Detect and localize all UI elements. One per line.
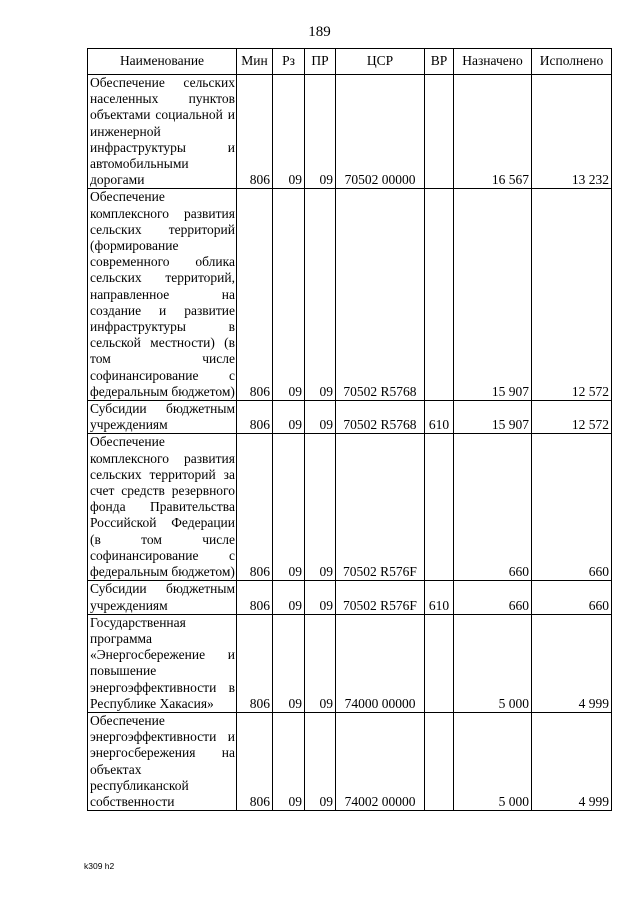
row-executed: 4 999	[532, 614, 612, 712]
page-number: 189	[308, 24, 331, 40]
row-assigned: 5 000	[454, 712, 532, 810]
row-vr	[425, 75, 454, 189]
row-name: Субсидии бюджетным учреждениям	[88, 581, 237, 614]
row-executed: 660	[532, 434, 612, 581]
row-rz: 09	[273, 614, 305, 712]
row-pr: 09	[305, 614, 336, 712]
row-csr: 70502 R576F	[336, 434, 425, 581]
row-csr: 70502 R5768	[336, 189, 425, 401]
table-row	[88, 189, 612, 401]
row-pr: 09	[305, 434, 336, 581]
row-csr: 70502 R5768	[336, 401, 425, 434]
row-min: 806	[237, 189, 273, 401]
row-name: Государственная программа «Энергосбережение и повышение энергоэффективности в Республике Хакасия»	[88, 614, 237, 712]
header-rz: Рз	[273, 49, 305, 75]
row-rz: 09	[273, 401, 305, 434]
row-min: 806	[237, 581, 273, 614]
row-executed: 12 572	[532, 189, 612, 401]
row-min: 806	[237, 434, 273, 581]
table-row	[88, 401, 612, 434]
row-rz: 09	[273, 712, 305, 810]
row-min: 806	[237, 712, 273, 810]
row-name: Обеспечение комплексного развития сельских территорий (формирование современного облика сельских территорий, направленное на создание и развитие инфраструктуры в сельской местности) (в том числе софинансирование с федеральным бюджетом)	[88, 189, 237, 401]
row-csr: 74002 00000	[336, 712, 425, 810]
table-row	[88, 614, 612, 712]
header-csr: ЦСР	[336, 49, 425, 75]
row-executed: 12 572	[532, 401, 612, 434]
row-assigned: 15 907	[454, 189, 532, 401]
row-assigned: 15 907	[454, 401, 532, 434]
row-rz: 09	[273, 189, 305, 401]
row-executed: 13 232	[532, 75, 612, 189]
row-name: Обеспечение комплексного развития сельских территорий за счет средств резервного фонда Правительства Российской Федерации (в том числе софинансирование с федеральным бюджетом)	[88, 434, 237, 581]
row-pr: 09	[305, 75, 336, 189]
row-min: 806	[237, 75, 273, 189]
header-vr: ВР	[425, 49, 454, 75]
table-header-row	[88, 49, 612, 75]
row-assigned: 5 000	[454, 614, 532, 712]
row-assigned: 660	[454, 581, 532, 614]
row-min: 806	[237, 614, 273, 712]
row-name: Обеспечение сельских населенных пунктов объектами социальной и инженерной инфраструктуры и автомобильными дорогами	[88, 75, 237, 189]
table-row	[88, 434, 612, 581]
row-rz: 09	[273, 75, 305, 189]
row-csr: 70502 00000	[336, 75, 425, 189]
row-assigned: 16 567	[454, 75, 532, 189]
table-row	[88, 712, 612, 810]
row-name: Обеспечение энергоэффективности и энергосбережения на объектах республиканской собственности	[88, 712, 237, 810]
row-csr: 74000 00000	[336, 614, 425, 712]
budget-table	[87, 48, 612, 811]
row-executed: 660	[532, 581, 612, 614]
row-vr	[425, 189, 454, 401]
row-vr	[425, 434, 454, 581]
header-name: Наименование	[88, 49, 237, 75]
row-pr: 09	[305, 581, 336, 614]
row-vr	[425, 614, 454, 712]
row-pr: 09	[305, 189, 336, 401]
row-executed: 4 999	[532, 712, 612, 810]
row-pr: 09	[305, 401, 336, 434]
row-pr: 09	[305, 712, 336, 810]
footer-stamp: k309 h2	[84, 861, 115, 871]
row-rz: 09	[273, 434, 305, 581]
table-row	[88, 75, 612, 189]
row-assigned: 660	[454, 434, 532, 581]
header-pr: ПР	[305, 49, 336, 75]
header-assigned: Назначено	[454, 49, 532, 75]
row-csr: 70502 R576F	[336, 581, 425, 614]
row-min: 806	[237, 401, 273, 434]
row-vr: 610	[425, 581, 454, 614]
header-executed: Исполнено	[532, 49, 612, 75]
row-name: Субсидии бюджетным учреждениям	[88, 401, 237, 434]
row-rz: 09	[273, 581, 305, 614]
header-min: Мин	[237, 49, 273, 75]
table-row	[88, 581, 612, 614]
row-vr	[425, 712, 454, 810]
row-vr: 610	[425, 401, 454, 434]
